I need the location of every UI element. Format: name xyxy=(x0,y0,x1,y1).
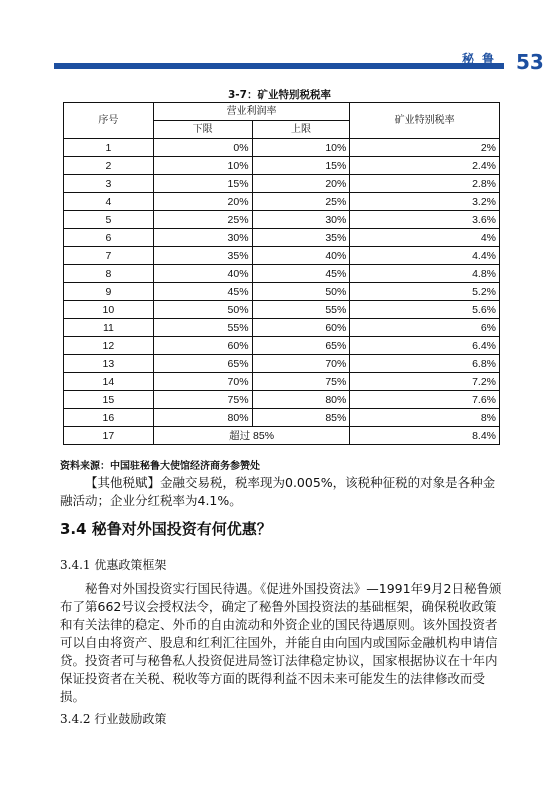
row-rate: 8.4% xyxy=(350,427,500,445)
row-upper: 60% xyxy=(252,319,350,337)
header-profit-margin: 营业利润率 xyxy=(153,103,350,121)
table-row xyxy=(64,211,500,229)
policy-framework-paragraph: 秘鲁对外国投资实行国民待遇。《促进外国投资法》—1991年9月2日秘鲁颁布了第662号议会授权法令，确定了秘鲁外国投资法的基础框架，确保税收政策和有关法律的稳定、外币的自由流动和外资企业的国民待遇原则。该外国投资者可以自由将资产、股息和红利汇往国外，并能自由向国内或国际金融机构申请信贷。投资者可与秘鲁私人投资促进局签订法律稳定协议，国家根据协议在十年内保证投资者在关税、税收等方面的既得利益不因未来可能发生的法律修改而受损。 xyxy=(60,581,502,704)
row-seq: 2 xyxy=(64,157,154,175)
row-upper: 65% xyxy=(252,337,350,355)
row-seq: 16 xyxy=(64,409,154,427)
subsection-heading-policy-framework: 3.4.1 优惠政策框架 xyxy=(60,558,167,572)
row-rate: 7.6% xyxy=(350,391,500,409)
table-row xyxy=(64,265,500,283)
running-header-country: 秘鲁 xyxy=(462,52,503,66)
row-lower: 65% xyxy=(153,355,252,373)
table-row xyxy=(64,337,500,355)
row-lower: 45% xyxy=(153,283,252,301)
other-taxes-paragraph: 【其他税赋】金融交易税，税率现为0.005%，该税种征税的对象是各种金融活动；企业分红税率为4.1%。 xyxy=(60,475,496,508)
row-upper: 70% xyxy=(252,355,350,373)
row-upper: 35% xyxy=(252,229,350,247)
row-seq: 1 xyxy=(64,139,154,157)
row-seq: 11 xyxy=(64,319,154,337)
table-row xyxy=(64,355,500,373)
row-upper: 45% xyxy=(252,265,350,283)
table-row xyxy=(64,247,500,265)
page-number: 53 xyxy=(516,50,544,74)
header-rate: 矿业特别税率 xyxy=(350,103,500,139)
row-rate: 6% xyxy=(350,319,500,337)
table-row xyxy=(64,283,500,301)
table-row xyxy=(64,427,500,445)
table-row xyxy=(64,409,500,427)
row-lower: 75% xyxy=(153,391,252,409)
table-row xyxy=(64,301,500,319)
row-upper: 20% xyxy=(252,175,350,193)
row-lower: 60% xyxy=(153,337,252,355)
table-row xyxy=(64,139,500,157)
row-lower: 70% xyxy=(153,373,252,391)
row-lower: 30% xyxy=(153,229,252,247)
row-rate: 6.4% xyxy=(350,337,500,355)
table-row xyxy=(64,319,500,337)
row-rate: 2.4% xyxy=(350,157,500,175)
row-seq: 4 xyxy=(64,193,154,211)
row-lower: 15% xyxy=(153,175,252,193)
row-rate: 2% xyxy=(350,139,500,157)
row-seq: 8 xyxy=(64,265,154,283)
row-rate: 4.4% xyxy=(350,247,500,265)
header-upper: 上限 xyxy=(252,121,350,139)
table-row xyxy=(64,193,500,211)
source-note: 资料来源：中国驻秘鲁大使馆经济商务参赞处 xyxy=(60,461,260,472)
row-seq: 12 xyxy=(64,337,154,355)
row-rate: 7.2% xyxy=(350,373,500,391)
row-rate: 3.2% xyxy=(350,193,500,211)
row-lower: 35% xyxy=(153,247,252,265)
row-upper: 75% xyxy=(252,373,350,391)
row-lower: 50% xyxy=(153,301,252,319)
row-upper: 50% xyxy=(252,283,350,301)
row-rate: 3.6% xyxy=(350,211,500,229)
row-seq: 9 xyxy=(64,283,154,301)
row-seq: 15 xyxy=(64,391,154,409)
table-row xyxy=(64,157,500,175)
row-upper: 30% xyxy=(252,211,350,229)
row-seq: 7 xyxy=(64,247,154,265)
row-upper: 40% xyxy=(252,247,350,265)
row-rate: 5.6% xyxy=(350,301,500,319)
row-lower: 80% xyxy=(153,409,252,427)
row-lower: 20% xyxy=(153,193,252,211)
row-rate: 5.2% xyxy=(350,283,500,301)
row-lower: 0% xyxy=(153,139,252,157)
header-rule xyxy=(54,63,504,69)
row-rate: 4.8% xyxy=(350,265,500,283)
row-upper: 10% xyxy=(252,139,350,157)
row-seq: 3 xyxy=(64,175,154,193)
row-upper: 25% xyxy=(252,193,350,211)
table-row xyxy=(64,373,500,391)
row-upper: 15% xyxy=(252,157,350,175)
row-lower: 10% xyxy=(153,157,252,175)
row-seq: 6 xyxy=(64,229,154,247)
row-upper: 85% xyxy=(252,409,350,427)
row-lower: 40% xyxy=(153,265,252,283)
mining-tax-table xyxy=(63,102,500,445)
subsection-heading-industry-incentives: 3.4.2 行业鼓励政策 xyxy=(60,712,167,726)
row-seq: 17 xyxy=(64,427,154,445)
row-seq: 14 xyxy=(64,373,154,391)
row-seq: 5 xyxy=(64,211,154,229)
row-seq: 13 xyxy=(64,355,154,373)
row-upper: 80% xyxy=(252,391,350,409)
table-caption: 3-7：矿业特别税税率 xyxy=(228,89,331,101)
header-lower: 下限 xyxy=(153,121,252,139)
row-rate: 2.8% xyxy=(350,175,500,193)
table-row xyxy=(64,175,500,193)
row-lower: 55% xyxy=(153,319,252,337)
header-seq: 序号 xyxy=(64,103,154,139)
row-rate: 8% xyxy=(350,409,500,427)
section-heading: 3.4 秘鲁对外国投资有何优惠？ xyxy=(60,520,272,538)
row-seq: 10 xyxy=(64,301,154,319)
row-rate: 4% xyxy=(350,229,500,247)
table-row xyxy=(64,391,500,409)
row-rate: 6.8% xyxy=(350,355,500,373)
row-upper: 55% xyxy=(252,301,350,319)
row-merged-range: 超过 85% xyxy=(153,427,350,445)
table-row xyxy=(64,229,500,247)
row-lower: 25% xyxy=(153,211,252,229)
